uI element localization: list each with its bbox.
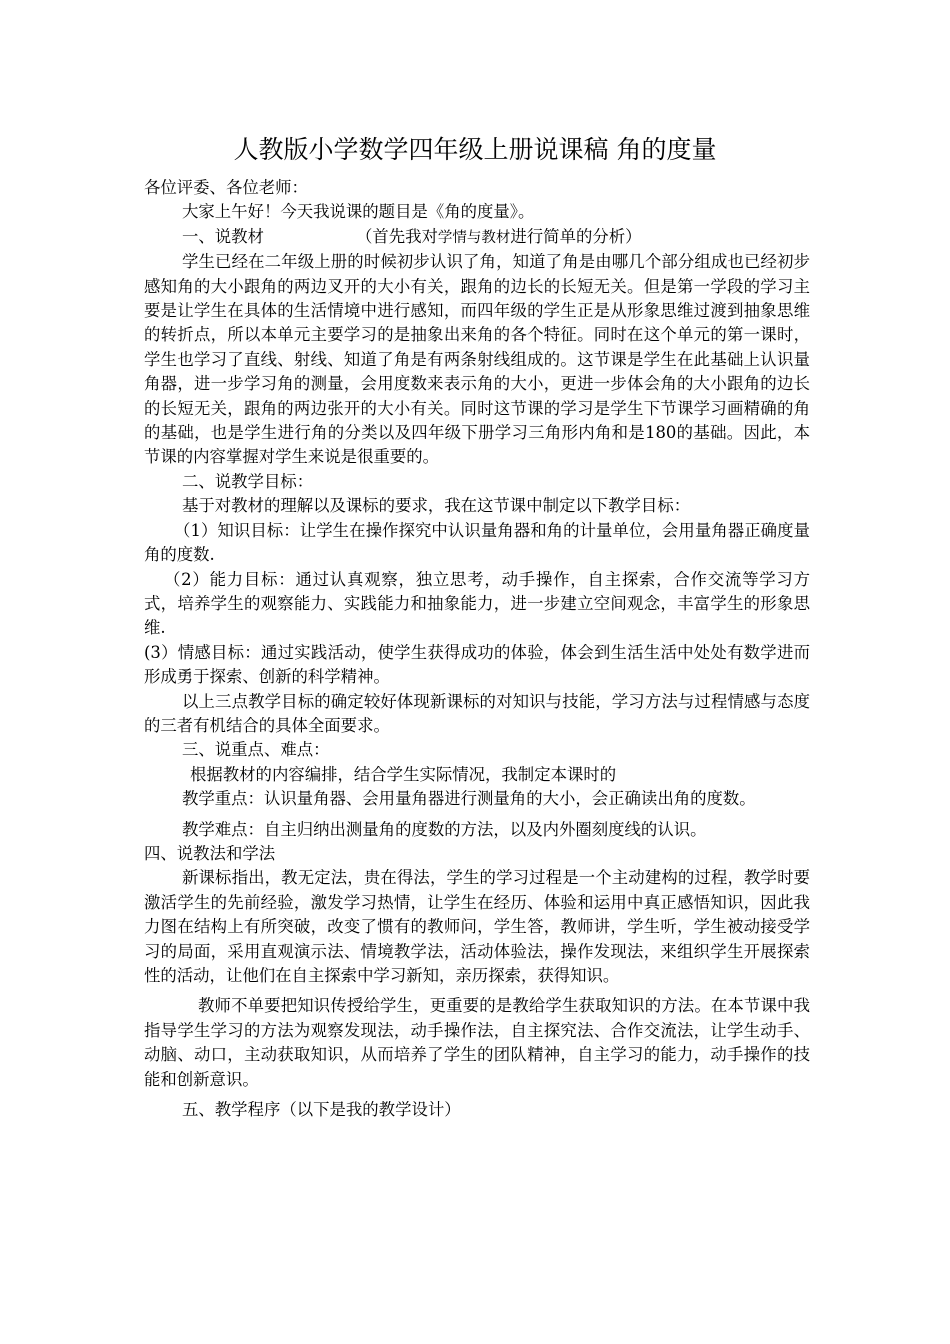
section1-paragraph: 学生已经在二年级上册的时候初步认识了角，知道了角是由哪几个部分组成也已经初步感知角的大小跟角的两边叉开的大小有关，跟角的边长的长短无关。但是第一学段的学习主要是让学生在具体的生活情境中进行感知，而四年级的学生正是从形象思维过渡到抽象思维的转折点，所以本单元主要学习的是抽象出来角的各个特征。同时在这个单元的第一课时，学生也学习了直线、射线、知道了角是有两条射线组成的。这节课是学生在此基础上认识量角器，进一步学习角的测量，会用度数来表示角的大小，更进一步体会角的大小跟角的边长的长短无关，跟角的两边张开的大小有关。同时这节课的学习是学生下节课学习画精确的角的基础，也是学生进行角的分类以及四年级下册学习三角形内角和是180的基础。因此，本节课的内容掌握对学生来说是很重要的。 xyxy=(144,252,810,467)
section4-heading: 四、说教法和学法 xyxy=(144,843,276,863)
intro-paragraph: 大家上午好！今天我说课的题目是《角的度量》。 xyxy=(182,202,535,222)
page-title: 人教版小学数学四年级上册说课稿 角的度量 xyxy=(233,135,717,164)
section5-heading: 五、教学程序（以下是我的教学设计） xyxy=(182,1100,461,1120)
section2-heading: 二、说教学目标： xyxy=(182,471,314,491)
section4-paragraph1: 新课标指出，教无定法，贵在得法，学生的学习过程是一个主动建构的过程，教学时要激活学生的先前经验，激发学习热情，让学生在经历、体验和运用中真正感悟知识，因此我力图在结构上有所突破，改变了惯有的教师问，学生答，教师讲，学生听，学生被动接受学习的局面，采用直观演示法、情境教学法，活动体验法，操作发现法，来组织学生开展探索性的活动，让他们在自主探索中学习新知，亲历探索，获得知识。 xyxy=(144,868,810,985)
key-point: 教学重点：认识量角器、会用量角器进行测量角的大小，会正确读出角的度数。 xyxy=(182,789,756,809)
goal-emotion: (3）情感目标：通过实践活动，使学生获得成功的体验，体会到生活生活中处处有数学进而形成勇于探索、创新的科学精神。 xyxy=(144,642,810,687)
section2-intro: 基于对教材的理解以及课标的要求，我在这节课中制定以下教学目标： xyxy=(182,496,691,516)
section1-note-suffix: 进行简单的分析） xyxy=(510,226,642,246)
section4-paragraph2: 教师不单要把知识传授给学生，更重要的是教给学生获取知识的方法。在本节课中我指导学生学习的方法为观察发现法，动手操作法，自主探究法、合作交流法，让学生动手、动脑、动口，主动获取知识，从而培养了学生的团队精神，自主学习的能力，动手操作的技能和创新意识。 xyxy=(144,996,810,1089)
section1-note-prefix: （首先我对 xyxy=(355,226,438,246)
section1-note-highlight: 学情与教材 xyxy=(437,229,511,246)
goal-knowledge: （1）知识目标：让学生在操作探究中认识量角器和角的计量单位，会用量角器正确度量角的度数. xyxy=(144,520,810,565)
document-body xyxy=(144,176,810,1122)
difficulty: 教学难点：自主归纳出测量角的度数的方法，以及内外圈刻度线的认识。 xyxy=(182,819,707,839)
section3-intro: 根据教材的内容编排，结合学生实际情况，我制定本课时的 xyxy=(190,764,617,784)
goal-ability: （2）能力目标：通过认真观察，独立思考，动手操作，自主探索，合作交流等学习方式，培养学生的观察能力、实践能力和抽象能力，进一步建立空间观念，丰富学生的形象思维. xyxy=(144,569,810,638)
greeting: 各位评委、各位老师： xyxy=(144,178,308,197)
section1-heading-line xyxy=(144,225,810,250)
goals-summary: 以上三点教学目标的确定较好体现新课标的对知识与技能，学习方法与过程情感与态度的三者有机结合的具体全面要求。 xyxy=(144,691,810,735)
section1-heading: 一、说教材 xyxy=(182,226,264,246)
section3-heading: 三、说重点、难点： xyxy=(182,740,330,760)
